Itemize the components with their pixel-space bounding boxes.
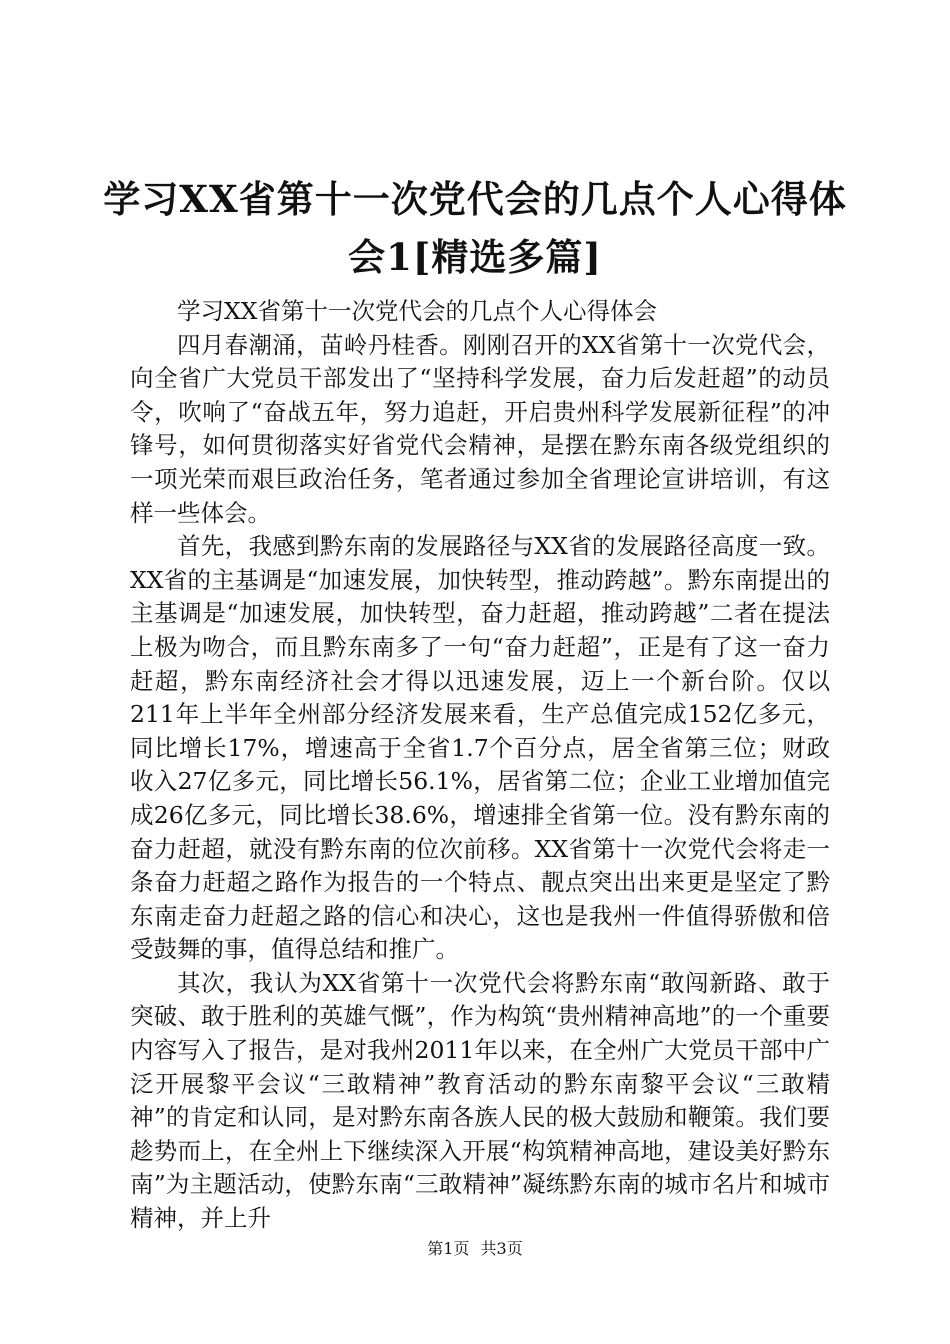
page-total: 共3页 xyxy=(480,1239,523,1258)
paragraph-second: 其次，我认为XX省第十一次党代会将黔东南“敢闯新路、敢于突破、敢于胜利的英雄气慨”，作为构筑“贵州精神高地”的一个重要内容写入了报告，是对我州2011年以来，在全州广大党员干部中广泛开展黎平会议“三敢精神”教育活动的黔东南黎平会议“三敢精神”的肯定和认同，是对黔东南各族人民的极大鼓励和鞭策。我们要趁势而上，在全州上下继续深入开展“构筑精神高地，建设美好黔东南”为主题活动，使黔东南“三敢精神”凝练黔东南的城市名片和城市精神，并上升 xyxy=(130,968,830,1233)
title-line-1: 学习XX省第十一次党代会的几点个人心得体 xyxy=(103,177,847,221)
paragraph-intro: 四月春潮涌，苗岭丹桂香。刚刚召开的XX省第十一次党代会，向全省广大党员干部发出了“坚持科学发展，奋力后发赶超”的动员令，吹响了“奋战五年，努力追赶，开启贵州科学发展新征程”的冲锋号，如何贯彻落实好省党代会精神，是摆在黔东南各级党组织的一项光荣而艰巨政治任务，笔者通过参加全省理论宣讲培训，有这样一些体会。 xyxy=(130,330,830,527)
page-footer xyxy=(0,1238,950,1260)
title-line-2: 会1[精选多篇] xyxy=(348,235,602,279)
document-title xyxy=(100,170,850,286)
document-body xyxy=(130,295,830,1236)
paragraph-first: 首先，我感到黔东南的发展路径与XX省的发展路径高度一致。XX省的主基调是“加速发展，加快转型，推动跨越”。黔东南提出的主基调是“加速发展，加快转型，奋力赶超，推动跨越”二者在提法上极为吻合，而且黔东南多了一句“奋力赶超”，正是有了这一奋力赶超，黔东南经济社会才得以迅速发展，迈上一个新台阶。仅以211年上半年全州部分经济发展来看，生产总值完成152亿多元，同比增长17%，增速高于全省1.7个百分点，居全省第三位；财政收入27亿多元，同比增长56.1%，居省第二位；企业工业增加值完成26亿多元，同比增长38.6%，增速排全省第一位。没有黔东南的奋力赶超，就没有黔东南的位次前移。XX省第十一次党代会将走一条奋力赶超之路作为报告的一个特点、靓点突出出来更是坚定了黔东南走奋力赶超之路的信心和决心，这也是我州一件值得骄傲和倍受鼓舞的事，值得总结和推广。 xyxy=(130,532,830,964)
paragraph-subtitle: 学习XX省第十一次党代会的几点个人心得体会 xyxy=(177,297,657,325)
page-number: 第1页 xyxy=(427,1239,470,1258)
